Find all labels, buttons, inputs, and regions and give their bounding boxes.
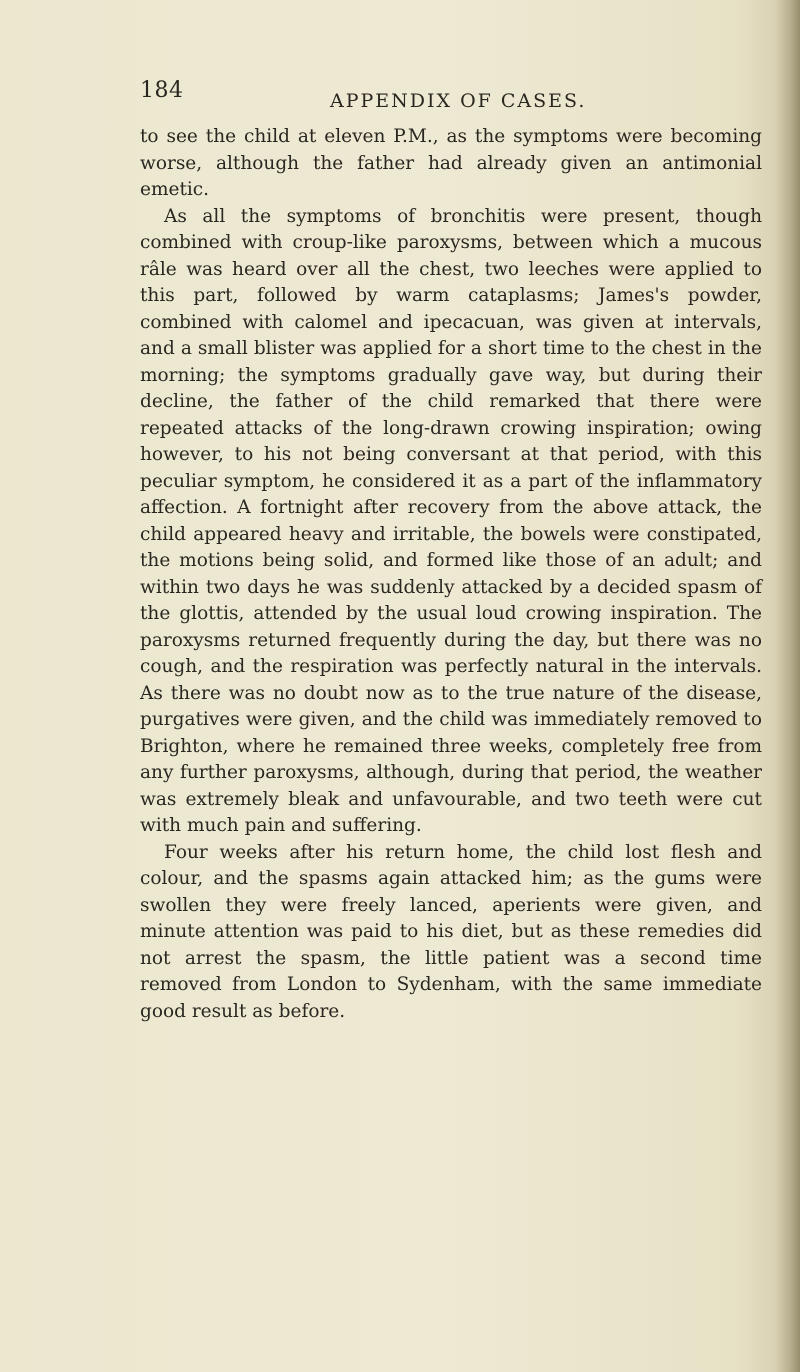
page-number: 184	[140, 78, 184, 103]
paragraph: As all the symptoms of bronchitis were present, though combined with croup-like paroxysms, between which a mucous râle was heard over all the chest, two leeches were applied to this part, followed by warm cataplasms; James's powder, combined with calomel and ipecacuan, was given at intervals, and a small blister was applied for a short time to the chest in the morning; the symptoms gradually gave way, but during their decline, the father of the child remarked that there were repeated attacks of the long-drawn crowing inspiration; owing however, to his not being conversant at that period, with this peculiar symptom, he considered it as a part of the inflammatory affection. A fortnight after recovery from the above attack, the child appeared heavy and irritable, the bowels were constipated, the motions being solid, and formed like those of an adult; and within two days he was suddenly attacked by a decided spasm of the glottis, attended by the usual loud crowing inspiration. The paroxysms returned frequently during the day, but there was no cough, and the respiration was perfectly natural in the intervals. As there was no doubt now as to the true nature of the disease, purgatives were given, and the child was immediately removed to Brighton, where he remained three weeks, completely free from any further paroxysms, although, during that period, the weather was extremely bleak and unfavourable, and two teeth were cut with much pain and suffering.	[140, 205, 762, 836]
paragraph-continuation: to see the child at eleven P.M., as the symptoms were becoming worse, although the father had already given an antimonial emetic.	[140, 126, 762, 200]
paragraph: Four weeks after his return home, the child lost flesh and colour, and the spasms again attacked him; as the gums were swollen they were freely lanced, aperients were given, and minute attention was paid to his diet, but as these remedies did not arrest the spasm, the little patient was a second time removed from London to Sydenham, with the same immediate good result as before.	[140, 841, 762, 1022]
running-head: APPENDIX OF CASES.	[330, 90, 587, 112]
page-edge-shadow	[774, 0, 800, 1372]
body-text	[140, 124, 762, 1025]
